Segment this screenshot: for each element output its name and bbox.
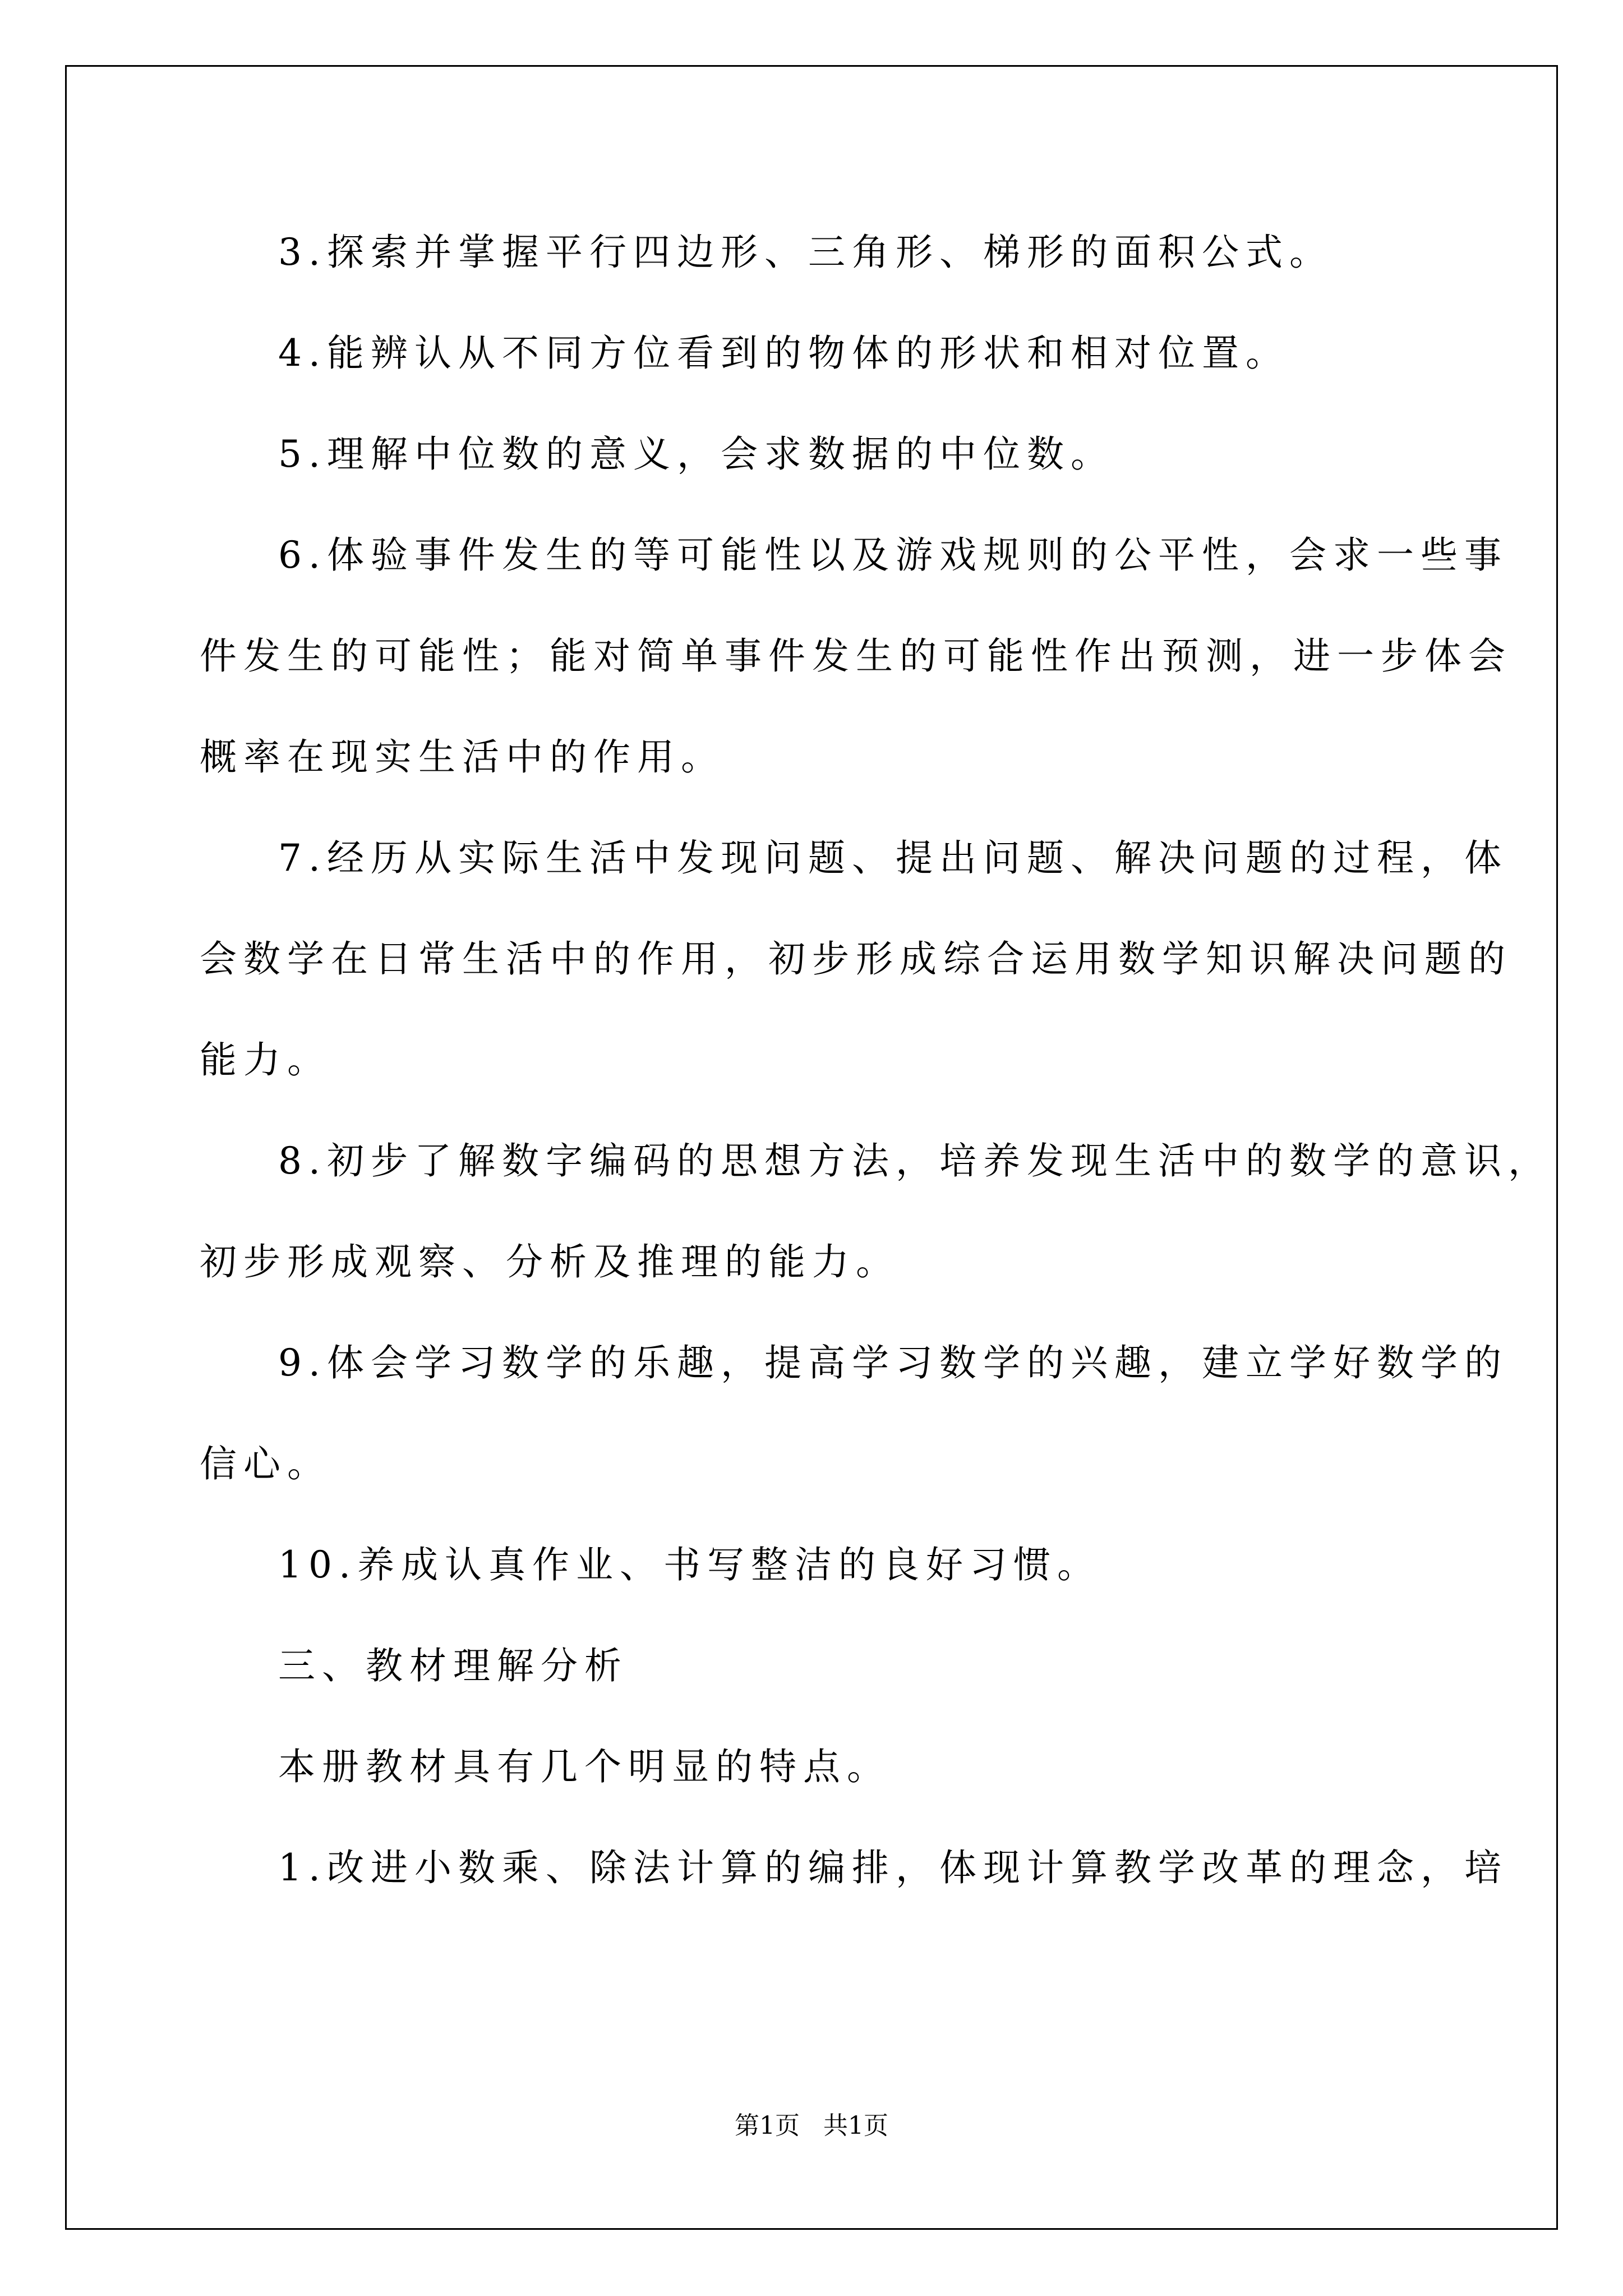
page-total: 共1页 bbox=[823, 2111, 888, 2140]
paragraph-line: 5.理解中位数的意义，会求数据的中位数。 bbox=[278, 432, 1114, 476]
paragraph-line: 初步形成观察、分析及推理的能力。 bbox=[200, 1240, 900, 1283]
paragraph-line: 8.初步了解数字编码的思想方法，培养发现生活中的数学的意识， bbox=[278, 1139, 1552, 1182]
paragraph-line: 能力。 bbox=[200, 1038, 331, 1082]
page-footer bbox=[0, 2109, 1623, 2143]
paragraph-line: 10.养成认真作业、书写整洁的良好习惯。 bbox=[278, 1543, 1101, 1586]
paragraph-line: 1.改进小数乘、除法计算的编排，体现计算教学改革的理念，培 bbox=[278, 1846, 1508, 1889]
paragraph-line: 概率在现实生活中的作用。 bbox=[200, 735, 725, 779]
paragraph-line: 9.体会学习数学的乐趣，提高学习数学的兴趣，建立学好数学的 bbox=[278, 1341, 1508, 1384]
paragraph-line: 件发生的可能性；能对简单事件发生的可能性作出预测，进一步体会 bbox=[200, 634, 1512, 678]
paragraph-line: 信心。 bbox=[200, 1442, 331, 1485]
paragraph-line: 会数学在日常生活中的作用，初步形成综合运用数学知识解决问题的 bbox=[200, 937, 1512, 981]
paragraph-line: 本册教材具有几个明显的特点。 bbox=[278, 1745, 891, 1788]
paragraph-line: 4.能辨认从不同方位看到的物体的形状和相对位置。 bbox=[278, 332, 1289, 375]
paragraph-line: 6.体验事件发生的等可能性以及游戏规则的公平性，会求一些事 bbox=[278, 533, 1508, 577]
paragraph-line: 3.探索并掌握平行四边形、三角形、梯形的面积公式。 bbox=[278, 231, 1333, 274]
paragraph-line: 7.经历从实际生活中发现问题、提出问题、解决问题的过程，体 bbox=[278, 836, 1508, 880]
section-heading: 三、教材理解分析 bbox=[278, 1644, 628, 1687]
page-number: 第1页 bbox=[735, 2111, 800, 2140]
